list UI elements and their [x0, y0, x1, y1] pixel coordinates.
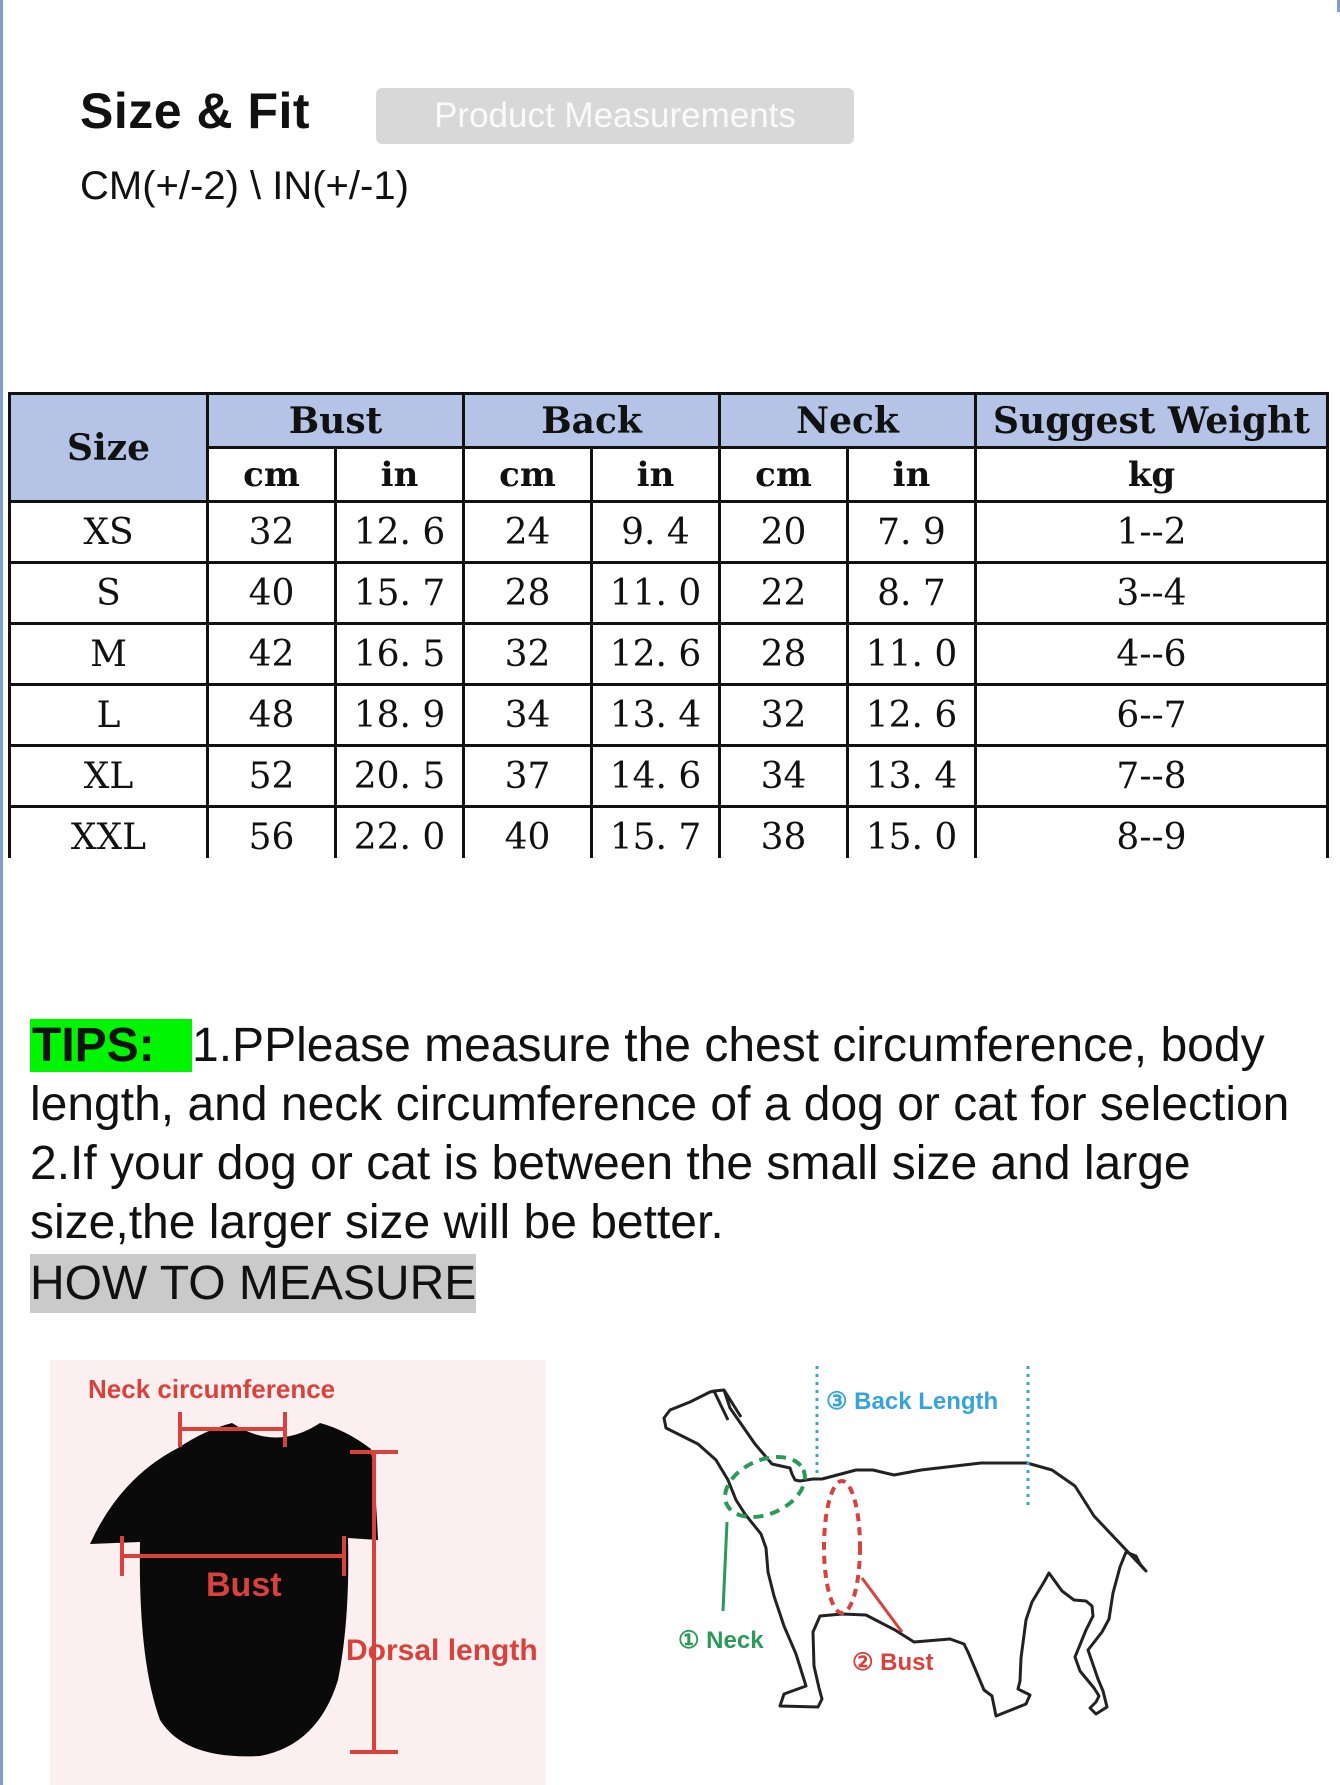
tip-2: 2.If your dog or cat is between the small size and large size,the larger size will be better. — [30, 1137, 1191, 1249]
tips-label: TIPS: — [30, 1019, 192, 1072]
table-cell: 7. 9 — [848, 502, 976, 563]
unit-header: cm — [720, 448, 848, 502]
table-cell: 34 — [464, 685, 592, 746]
units-note: CM(+/-2) \ IN(+/-1) — [80, 164, 409, 208]
table-cell: 32 — [464, 624, 592, 685]
table-cell: 20 — [720, 502, 848, 563]
table-cell: 13. 4 — [592, 685, 720, 746]
table-cell: 12. 6 — [848, 685, 976, 746]
table-cell: 13. 4 — [848, 746, 976, 807]
neck-pointer — [723, 1522, 727, 1611]
unit-header: kg — [976, 448, 1328, 502]
size-column-header: Size — [10, 394, 208, 502]
table-cell: 15. 0 — [848, 807, 976, 859]
table-cell: 8--9 — [976, 807, 1328, 859]
shirt-diagram — [88, 1374, 538, 1756]
table-cell: 11. 0 — [592, 563, 720, 624]
how-to-measure-heading: HOW TO MEASURE — [30, 1254, 476, 1313]
table-cell: 1--2 — [976, 502, 1328, 563]
page-title: Size & Fit — [80, 83, 311, 139]
table-cell: S — [10, 563, 208, 624]
table-cell: XL — [10, 746, 208, 807]
table-cell: 48 — [208, 685, 336, 746]
weight-group-header: Suggest Weight — [976, 394, 1328, 448]
unit-header: in — [336, 448, 464, 502]
table-cell: 24 — [464, 502, 592, 563]
table-cell: XS — [10, 502, 208, 563]
unit-header: in — [592, 448, 720, 502]
neck-group-header: Neck — [720, 394, 976, 448]
table-cell: 37 — [464, 746, 592, 807]
table-cell: 16. 5 — [336, 624, 464, 685]
table-cell: 20. 5 — [336, 746, 464, 807]
product-measurements-badge: Product Measurements — [376, 88, 854, 144]
bust-group-header: Bust — [208, 394, 464, 448]
table-cell: 15. 7 — [336, 563, 464, 624]
table-cell: 32 — [208, 502, 336, 563]
neck-circumference-label: Neck circumference — [88, 1374, 336, 1404]
table-cell: 22. 0 — [336, 807, 464, 859]
table-cell: 8. 7 — [848, 563, 976, 624]
unit-header: cm — [464, 448, 592, 502]
dog-diagram — [664, 1366, 1146, 1716]
table-cell: 40 — [464, 807, 592, 859]
table-cell: 3--4 — [976, 563, 1328, 624]
table-cell: 52 — [208, 746, 336, 807]
table-cell: 38 — [720, 807, 848, 859]
unit-header: in — [848, 448, 976, 502]
table-cell: 28 — [464, 563, 592, 624]
table-cell: 14. 6 — [592, 746, 720, 807]
table-cell: 15. 7 — [592, 807, 720, 859]
table-cell: 4--6 — [976, 624, 1328, 685]
table-cell: 42 — [208, 624, 336, 685]
neck-label: ① Neck — [678, 1627, 764, 1654]
bust-label: Bust — [206, 1566, 282, 1604]
table-cell: 11. 0 — [848, 624, 976, 685]
bust-label: ② Bust — [852, 1649, 934, 1676]
table-cell: 34 — [720, 746, 848, 807]
tip-1: 1.PPlease measure the chest circumference, body length, and neck circumference of a dog or cat for selection — [30, 1019, 1290, 1131]
table-cell: L — [10, 685, 208, 746]
table-cell: 56 — [208, 807, 336, 859]
table-cell: 28 — [720, 624, 848, 685]
table-cell: 12. 6 — [336, 502, 464, 563]
back-group-header: Back — [464, 394, 720, 448]
table-cell: 18. 9 — [336, 685, 464, 746]
bust-measure-ring — [824, 1481, 860, 1613]
table-cell: 22 — [720, 563, 848, 624]
table-cell: 32 — [720, 685, 848, 746]
unit-header: cm — [208, 448, 336, 502]
table-cell: XXL — [10, 807, 208, 859]
table-cell: 9. 4 — [592, 502, 720, 563]
table-cell: 6--7 — [976, 685, 1328, 746]
back-length-label: ③ Back Length — [826, 1388, 999, 1415]
table-cell: 7--8 — [976, 746, 1328, 807]
table-cell: 12. 6 — [592, 624, 720, 685]
table-cell: M — [10, 624, 208, 685]
dorsal-length-label: Dorsal length — [346, 1634, 538, 1667]
table-cell: 40 — [208, 563, 336, 624]
